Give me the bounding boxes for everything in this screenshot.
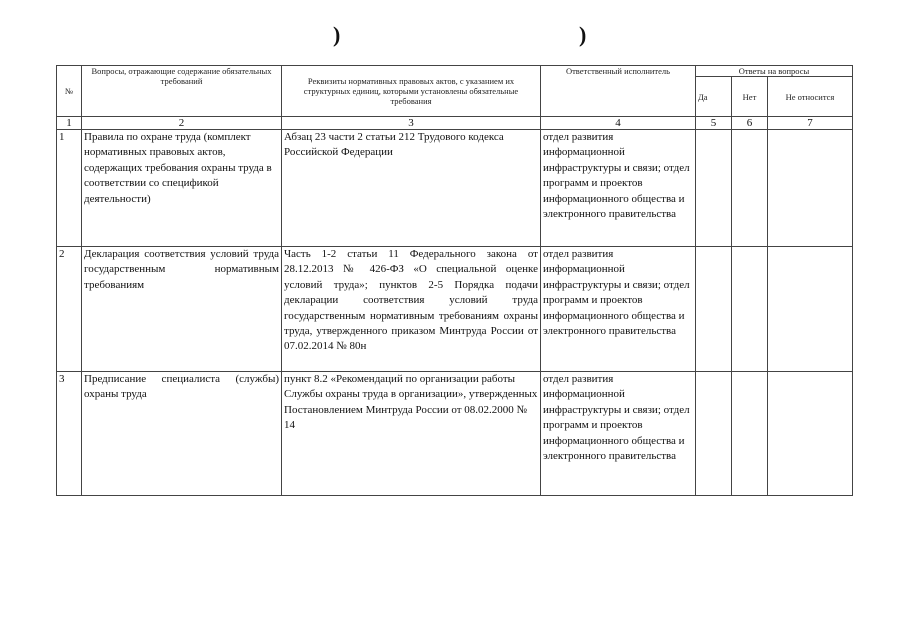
requirements-table bbox=[56, 65, 853, 496]
row-responsible: отдел развития информационной инфраструктуры и связи; отдел программ и проектов информационного общества и электронного правительства bbox=[541, 372, 696, 496]
table-row bbox=[57, 247, 853, 372]
header-answer-not-applicable: Не относится bbox=[768, 77, 853, 117]
header-answer-no: Нет bbox=[732, 77, 768, 117]
row-requisites: Абзац 23 части 2 статьи 212 Трудового кодекса Российской Федерации bbox=[282, 130, 541, 247]
column-number: 2 bbox=[82, 117, 282, 130]
row-question: Предписание специалиста (службы) охраны труда bbox=[82, 372, 282, 496]
column-number: 1 bbox=[57, 117, 82, 130]
header-responsible: Ответственный исполнитель bbox=[541, 66, 696, 117]
table-row bbox=[57, 130, 853, 247]
header-answer-yes: Да bbox=[696, 77, 732, 117]
row-responsible: отдел развития информационной инфраструктуры и связи; отдел программ и проектов информационного общества и электронного правительства bbox=[541, 130, 696, 247]
row-number: 1 bbox=[57, 130, 82, 247]
row-question: Декларация соответствия условий труда государственным нормативным требованиям bbox=[82, 247, 282, 372]
row-responsible: отдел развития информационной инфраструктуры и связи; отдел программ и проектов информационного общества и электронного правительства bbox=[541, 247, 696, 372]
header-answers: Ответы на вопросы bbox=[696, 66, 853, 77]
row-question: Правила по охране труда (комплект нормативных правовых актов, содержащих требования охраны труда в соответствии со спецификой деятельности) bbox=[82, 130, 282, 247]
page-mark-right: ) bbox=[579, 22, 587, 47]
row-answer-no bbox=[732, 130, 768, 247]
row-answer-not-applicable bbox=[768, 130, 853, 247]
row-answer-not-applicable bbox=[768, 372, 853, 496]
column-number-row bbox=[57, 117, 853, 130]
row-requisites: пункт 8.2 «Рекомендаций по организации работы Службы охраны труда в организации», утвержденных Постановлением Минтруда России от 08.02.2000 № 14 bbox=[282, 372, 541, 496]
row-requisites: Часть 1-2 статьи 11 Федерального закона от 28.12.2013 № 426-ФЗ «О специальной оценке условий труда»; пунктов 2-5 Порядка подачи декларации соответствия условий труда государственным нормативным требованиям охраны труда, утвержденного приказом Минтруда России от 07.02.2014 № 80н bbox=[282, 247, 541, 372]
column-number: 3 bbox=[282, 117, 541, 130]
row-number: 2 bbox=[57, 247, 82, 372]
row-answer-yes bbox=[696, 247, 732, 372]
column-number: 7 bbox=[768, 117, 853, 130]
header-number: № bbox=[57, 66, 82, 117]
row-answer-yes bbox=[696, 130, 732, 247]
row-answer-no bbox=[732, 372, 768, 496]
table-row bbox=[57, 372, 853, 496]
column-number: 5 bbox=[696, 117, 732, 130]
row-answer-not-applicable bbox=[768, 247, 853, 372]
header-requisites: Реквизиты нормативных правовых актов, с указанием их структурных единиц, которыми установлены обязательные требования bbox=[282, 66, 541, 117]
page-mark-left: ) bbox=[333, 22, 341, 47]
header-questions: Вопросы, отражающие содержание обязательных требований bbox=[82, 66, 282, 117]
column-number: 4 bbox=[541, 117, 696, 130]
row-answer-yes bbox=[696, 372, 732, 496]
row-answer-no bbox=[732, 247, 768, 372]
column-number: 6 bbox=[732, 117, 768, 130]
row-number: 3 bbox=[57, 372, 82, 496]
